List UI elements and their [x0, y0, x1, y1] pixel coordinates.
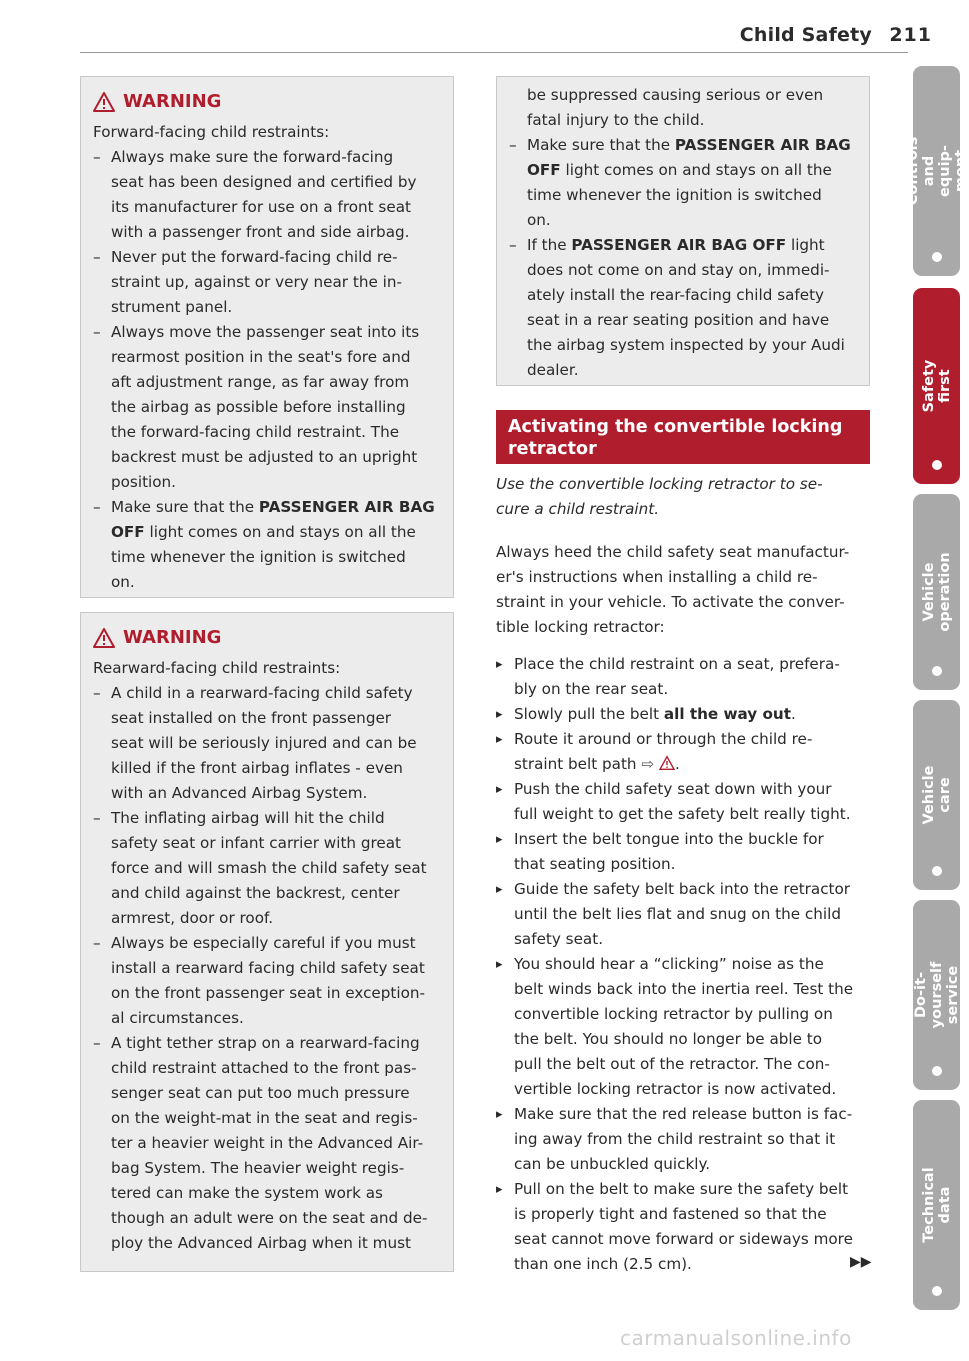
tab-controls-and-equipment[interactable]: Controls and equip- ment [913, 66, 960, 276]
step-item: ▸ Guide the safety belt back into the retractor until the belt lies flat and snug on the child safety seat. [496, 877, 870, 952]
continue-arrow-icon: ▶▶ [850, 1254, 872, 1270]
warning-item: – Never put the forward-facing child re- straint up, against or very near the in- strument panel. [93, 245, 441, 320]
running-title: Child Safety [739, 24, 872, 46]
tab-technical-data[interactable]: Technical data [913, 1100, 960, 1310]
header-rule [80, 52, 908, 53]
warning-item: – A child in a rearward-facing child safety seat installed on the front passenger seat will be seriously injured and can be killed if the front airbag inflates - even with an Advanced Airbag System. [93, 681, 441, 806]
tab-do-it-yourself-service[interactable]: Do-it-yourself service [913, 900, 960, 1090]
step-item: ▸ Route it around or through the child re- straint belt path ⇨ . [496, 727, 870, 777]
section-intro: Use the convertible locking retractor to se- cure a child restraint. [496, 475, 823, 518]
tab-dot-icon [932, 866, 942, 876]
arrow-right-icon: ⇨ [641, 755, 655, 773]
watermark: carmanualsonline.info [620, 1326, 852, 1350]
warning-intro: Rearward-facing child restraints: [93, 659, 341, 677]
tab-dot-icon [932, 460, 942, 470]
instruction-steps [496, 652, 870, 1277]
warning-item: – Always move the passenger seat into its rearmost position in the seat's fore and aft adjustment range, as far away from the airbag as possible before installing the forward-facing child restraint. The backrest must be adjusted to an upright position. [93, 320, 441, 495]
tab-dot-icon [932, 1066, 942, 1076]
tab-safety-first[interactable]: Safety first [913, 288, 960, 484]
section-title: Activating the convertible locking retractor [496, 410, 870, 464]
step-item: ▸ Make sure that the red release button is fac- ing away from the child restraint so that it can be unbuckled quickly. [496, 1102, 870, 1177]
warning-box-forward-facing [80, 76, 454, 598]
warning-item: – Make sure that the PASSENGER AIR BAG OFF light comes on and stays on all the time whenever the ignition is switched on. [509, 133, 857, 233]
warning-box-rearward-facing [80, 612, 454, 1272]
warning-intro: Forward-facing child restraints: [93, 123, 330, 141]
tab-vehicle-operation[interactable]: Vehicle operation [913, 494, 960, 690]
tab-dot-icon [932, 666, 942, 676]
warning-item: – If the PASSENGER AIR BAG OFF light does not come on and stay on, immedi- ately install the rear-facing child safety seat in a rear seating position and have the airbag system inspected by your Audi dealer. [509, 233, 857, 383]
tab-dot-icon [932, 1286, 942, 1296]
step-item: ▸ Place the child restraint on a seat, prefera- bly on the rear seat. [496, 652, 870, 702]
warning-item: – Make sure that the PASSENGER AIR BAG OFF light comes on and stays on all the time whenever the ignition is switched on. [93, 495, 441, 595]
page-number: 211 [889, 24, 932, 46]
warning-heading: WARNING [93, 91, 441, 112]
warning-triangle-icon [93, 92, 115, 112]
warning-item: – Always be especially careful if you must install a rearward facing child safety seat on the front passenger seat in exception- al circumstances. [93, 931, 441, 1031]
tab-vehicle-care[interactable]: Vehicle care [913, 700, 960, 890]
section-body: Always heed the child safety seat manufactur- er's instructions when installing a child re- straint in your vehicle. To activate the conver- tible locking retractor: [496, 543, 850, 636]
warning-box-continued: be suppressed causing serious or even fatal injury to the child. – Make sure that the PASSENGER AIR BAG OFF light comes on and stays on all the time whenever the ignition is switched on. – If the PASSENGER AIR BAG OFF light does not come on and stay on, immedi- ately install the rear-facing child safety seat in a rear seating position and have the airbag system inspected by your Audi dealer. [496, 76, 870, 386]
warning-triangle-icon [659, 756, 675, 770]
step-item: ▸ Slowly pull the belt all the way out. [496, 702, 870, 727]
step-item: ▸ Insert the belt tongue into the buckle for that seating position. [496, 827, 870, 877]
warning-item: – Always make sure the forward-facing seat has been designed and certified by its manufacturer for use on a front seat with a passenger front and side airbag. [93, 145, 441, 245]
warning-heading: WARNING [93, 627, 441, 648]
warning-item: – The inflating airbag will hit the child safety seat or infant carrier with great force and will smash the child safety seat and child against the backrest, center armrest, door or roof. [93, 806, 441, 931]
warning-triangle-icon [93, 628, 115, 648]
warning-item: – A tight tether strap on a rearward-facing child restraint attached to the front pas- senger seat can put too much pressure on the weight-mat in the seat and regis- ter a heavier weight in the Advanced Air- bag System. The heavier weight regis- tered can make the system work as though an adult were on the seat and de- ploy the Advanced Airbag when it must [93, 1031, 441, 1256]
step-item: ▸ You should hear a “clicking” noise as the belt winds back into the inertia reel. Test the convertible locking retractor by pulling on the belt. You should no longer be able to pull the belt out of the retractor. The con- vertible locking retractor is now activated. [496, 952, 870, 1102]
step-item: ▸ Push the child safety seat down with your full weight to get the safety belt really tight. [496, 777, 870, 827]
tab-dot-icon [932, 252, 942, 262]
step-item: ▸ Pull on the belt to make sure the safety belt is properly tight and fastened so that the seat cannot move forward or sideways more than one inch (2.5 cm). [496, 1177, 870, 1277]
